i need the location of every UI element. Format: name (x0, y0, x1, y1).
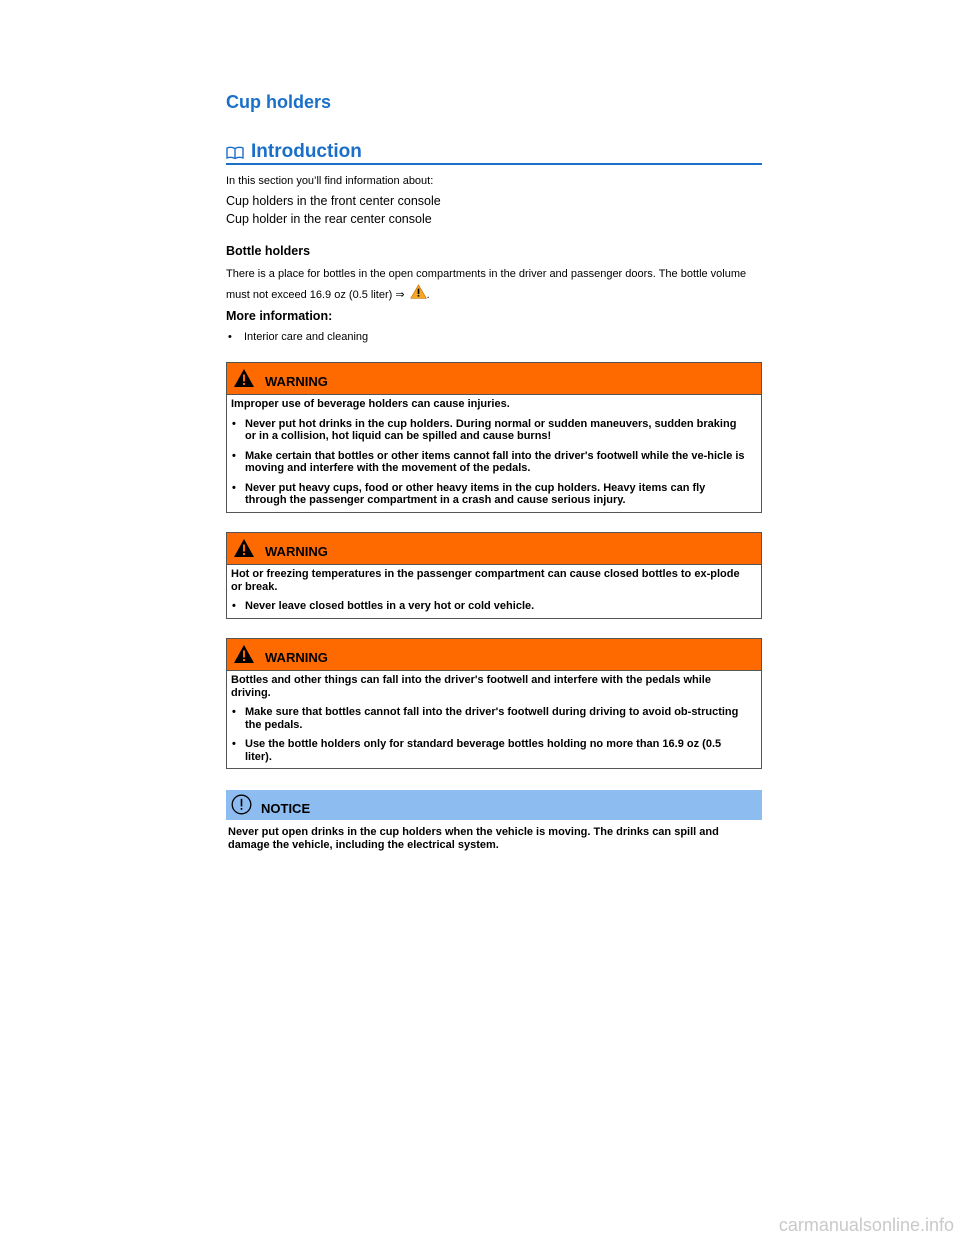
warning-bullet: Make sure that bottles cannot fall into the driver's footwell during driving to avoid ob-structing the pedals. (245, 706, 739, 731)
list-item (231, 600, 747, 613)
warning-bullet: Never leave closed bottles in a very hot or cold vehicle. (245, 600, 535, 612)
warning-header (227, 639, 761, 671)
notice-label: NOTICE (261, 800, 311, 816)
bottle-holders-heading: Bottle holders (226, 244, 311, 258)
warning-label: WARNING (265, 650, 328, 665)
warning-intro: Improper use of beverage holders can cause injuries. (231, 398, 510, 410)
warning-intro: Hot or freezing temperatures in the passenger compartment can cause closed bottles to ex-plode or break. (231, 568, 740, 593)
warning-bullet: Never put hot drinks in the cup holders. During normal or sudden maneuvers, sudden braking or in a collision, hot liquid can be spilled and cause burns! (245, 417, 737, 442)
bullet-icon: • (232, 600, 236, 612)
link-rear-cup-holder[interactable]: Cup holder in the rear center console (226, 212, 432, 226)
notice-header (226, 790, 762, 820)
bottle-holders-body: There is a place for bottles in the open compartments in the driver and passenger doors. The bottle volume must not exceed 16.9 oz (0.5 liter) ⇒ (226, 268, 747, 301)
notice-box (226, 790, 762, 851)
warning-body (227, 565, 761, 618)
list-item (231, 706, 747, 731)
bullet-icon: • (232, 449, 236, 462)
open-book-icon (226, 146, 244, 160)
list-item (231, 418, 747, 443)
warning-bullet: Use the bottle holders only for standard beverage bottles holding no more than 16.9 oz (0.5 liter). (245, 738, 722, 763)
warning-label: WARNING (265, 374, 328, 389)
warning-label: WARNING (265, 544, 328, 559)
bullet-icon: • (232, 738, 236, 750)
watermark: carmanualsonline.info (778, 1215, 954, 1235)
warning-triangle-icon[interactable] (410, 284, 427, 299)
warning-intro: Bottles and other things can fall into the driver's footwell and interfere with the pedals while driving. (231, 674, 711, 699)
warning-box-3 (226, 638, 762, 769)
link-front-cup-holders[interactable]: Cup holders in the front center console (226, 194, 441, 208)
warning-body (227, 395, 761, 512)
list-item (231, 482, 747, 507)
intro-text: In this section you’ll find information about: (226, 175, 434, 187)
bullet-icon: • (232, 417, 236, 430)
link-interior-care[interactable]: Interior care and cleaning (244, 331, 369, 343)
warning-header (227, 363, 761, 395)
page-title: Cup holders (226, 92, 332, 112)
notice-text: Never put open drinks in the cup holders when the vehicle is moving. The drinks can spill and damage the vehicle, including the electrical system. (228, 826, 719, 851)
warning-triangle-icon (233, 538, 255, 558)
bottle-holders-text: There is a place for bottles in the open compartments in the driver and passenger doors. The bottle volume must not exceed 16.9 oz (0.5 liter) ⇒ . (226, 268, 747, 301)
bullet-icon: • (228, 331, 232, 343)
warning-header (227, 533, 761, 565)
warning-triangle-icon (233, 368, 255, 388)
warning-triangle-icon (233, 644, 255, 664)
section-heading (226, 141, 762, 165)
bullet-icon: • (232, 481, 236, 494)
list-item (231, 738, 747, 763)
list-item (226, 331, 368, 343)
warning-box-1 (226, 362, 762, 513)
warning-bullet: Never put heavy cups, food or other heavy items in the cup holders. Heavy items can fly through the passenger compartment in a crash and cause serious injury. (245, 481, 706, 506)
warning-box-2 (226, 532, 762, 619)
bullet-icon: • (232, 706, 236, 718)
warning-bullet: Make certain that bottles or other items cannot fall into the driver's footwell while the ve-hicle is moving and interfere with the movement of the pedals. (245, 449, 745, 474)
section-title: Introduction (251, 141, 362, 162)
more-info-heading: More information: (226, 309, 333, 323)
warning-body (227, 671, 761, 768)
exclamation-circle-icon (231, 794, 252, 815)
list-item (231, 450, 747, 475)
